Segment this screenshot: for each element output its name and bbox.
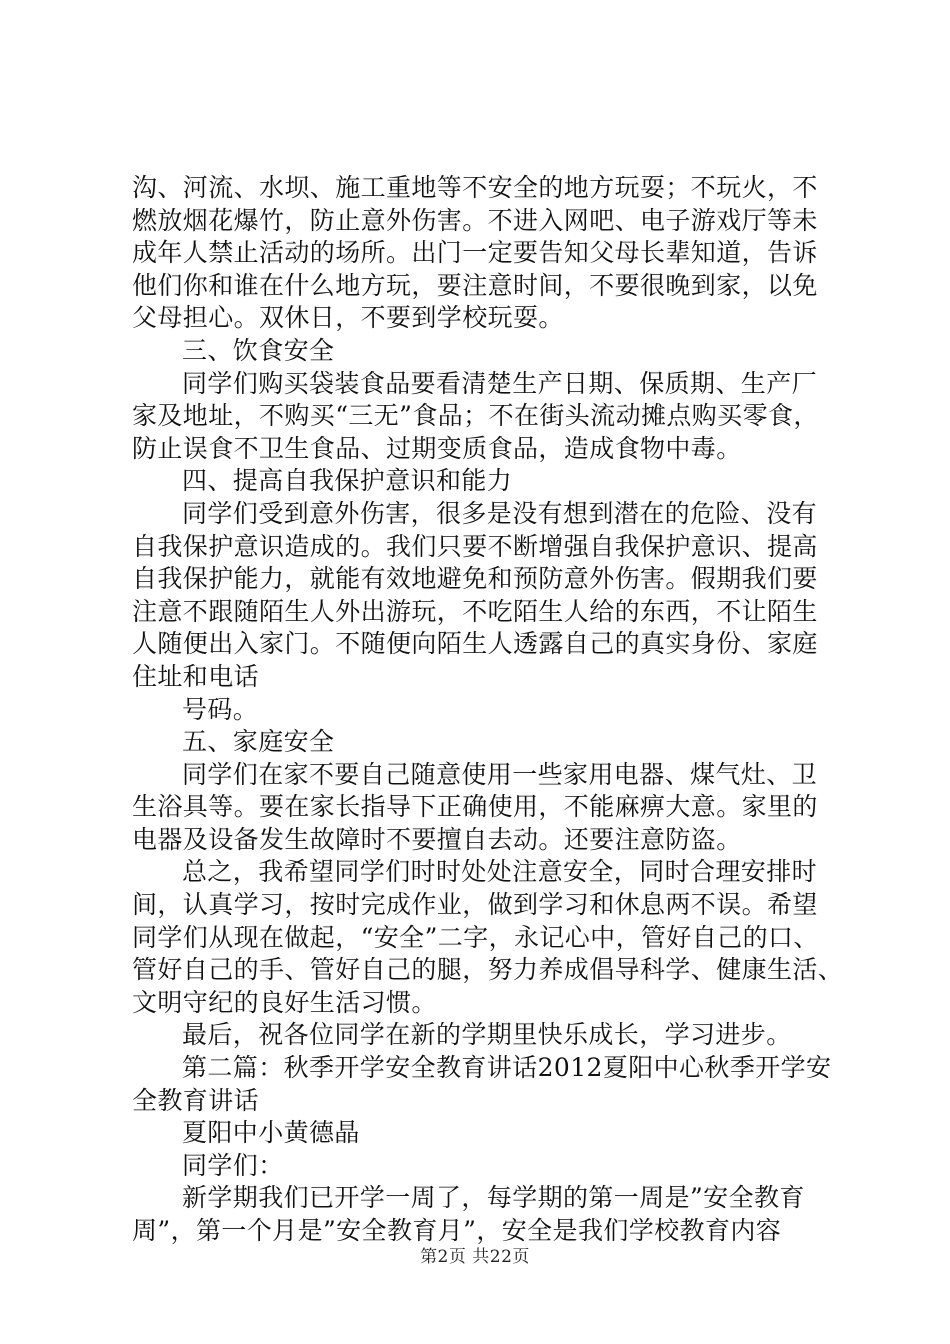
text-line: 生浴具等。要在家长指导下正确使用，不能麻痹大意。家里的 <box>132 792 818 822</box>
chapter-title: 第二篇：秋季开学安全教育讲话2012夏阳中心秋季开学安 <box>182 1053 832 1083</box>
text-line: 他们你和谁在什么地方玩，要注意时间，不要很晚到家，以免 <box>132 270 818 300</box>
text-line: 人随便出入家门。不随便向陌生人透露自己的真实身份、家庭 <box>132 629 818 659</box>
text-line: 同学们在家不要自己随意使用一些家用电器、煤气灶、卫 <box>182 759 818 789</box>
text-line: 文明守纪的良好生活习惯。 <box>132 987 437 1017</box>
text-line: 同学们受到意外伤害，很多是没有想到潜在的危险、没有 <box>182 498 818 528</box>
text-line: 家及地址，不购买“三无”食品；不在街头流动摊点购买零食， <box>132 401 819 431</box>
text-line: 周”，第一个月是”安全教育月”，安全是我们学校教育内容 <box>132 1216 782 1245</box>
text-line: 燃放烟花爆竹，防止意外伤害。不进入网吧、电子游戏厅等未 <box>132 205 818 235</box>
page-number-footer: 第2页 共22页 <box>420 1247 530 1267</box>
section-heading-food-safety: 三、饮食安全 <box>182 335 335 365</box>
text-line: 住址和电话 <box>132 661 260 691</box>
section-heading-self-protection: 四、提高自我保护意识和能力 <box>182 466 513 496</box>
text-line: 管好自己的手、管好自己的腿，努力养成倡导科学、健康生活、 <box>132 955 844 985</box>
text-line: 父母担心。双休日，不要到学校玩耍。 <box>132 303 564 333</box>
text-line: 同学们从现在做起，“安全”二字，永记心中，管好自己的口、 <box>132 922 819 952</box>
text-line: 总之，我希望同学们时时处处注意安全，同时合理安排时 <box>182 857 818 887</box>
text-line: 新学期我们已开学一周了，每学期的第一周是”安全教育 <box>182 1183 805 1213</box>
document-body <box>132 172 844 1248</box>
text-line: 沟、河流、水坝、施工重地等不安全的地方玩耍；不玩火，不 <box>132 173 818 202</box>
chapter-title-continued: 全教育讲话 <box>132 1085 260 1115</box>
text-line: 同学们购买袋装食品要看清楚生产日期、保质期、生产厂 <box>182 368 818 398</box>
text-line: 防止误食不卫生食品、过期变质食品，造成食物中毒。 <box>132 433 742 463</box>
text-line: 成年人禁止活动的场所。出门一定要告知父母长辈知道，告诉 <box>132 238 818 268</box>
text-line: 自我保护能力，就能有效地避免和预防意外伤害。假期我们要 <box>132 564 818 594</box>
author-line: 夏阳中小黄德晶 <box>182 1118 360 1148</box>
text-line: 间，认真学习，按时完成作业，做到学习和休息两不误。希望 <box>132 890 818 920</box>
text-line: 最后，祝各位同学在新的学期里快乐成长，学习进步。 <box>182 1020 792 1050</box>
salutation: 同学们： <box>182 1150 284 1180</box>
section-heading-home-safety: 五、家庭安全 <box>182 727 335 757</box>
text-line: 自我保护意识造成的。我们只要不断增强自我保护意识、提高 <box>132 531 818 561</box>
text-line: 号码。 <box>182 694 259 724</box>
text-line: 注意不跟随陌生人外出游玩，不吃陌生人给的东西，不让陌生 <box>132 596 818 626</box>
text-line: 电器及设备发生故障时不要擅自去动。还要注意防盗。 <box>132 824 742 854</box>
